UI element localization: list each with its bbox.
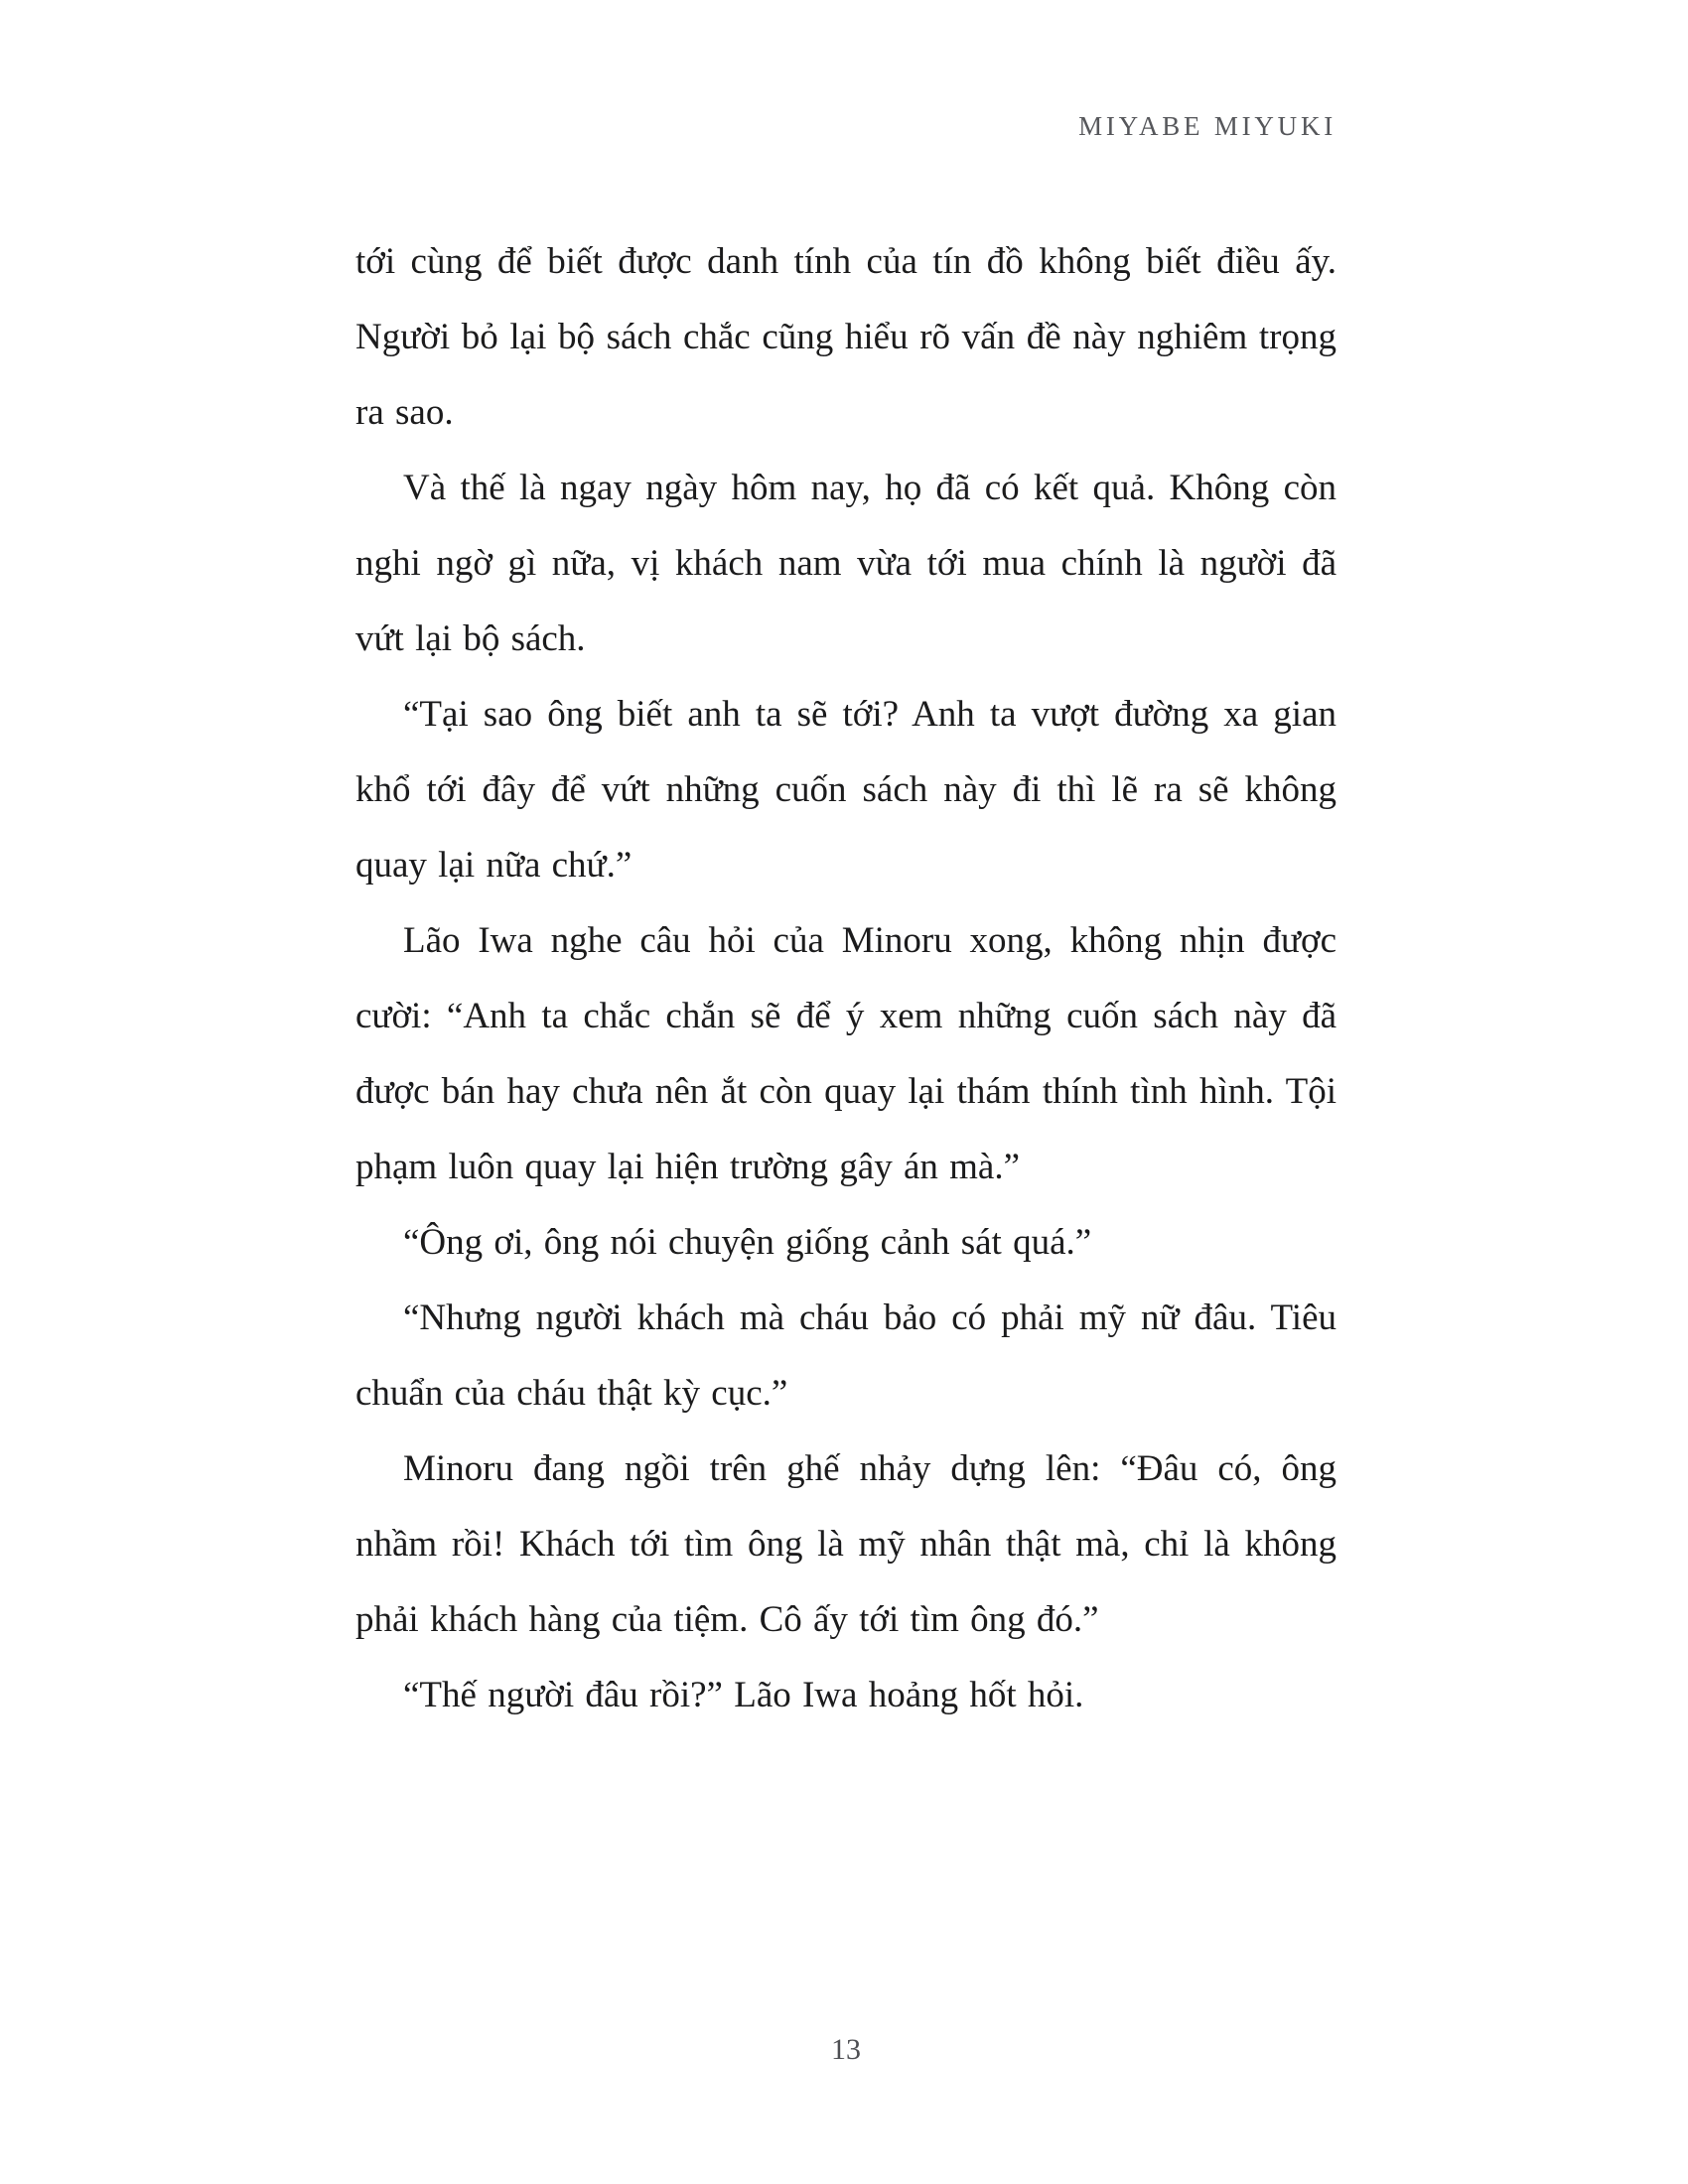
paragraph: Và thế là ngay ngày hôm nay, họ đã có kết quả. Không còn nghi ngờ gì nữa, vị khách nam vừa tới mua chính là người đã vứt lại bộ sách. <box>355 468 1336 659</box>
paragraph: “Ông ơi, ông nói chuyện giống cảnh sát quá.” <box>403 1222 1092 1263</box>
paragraph: “Nhưng người khách mà cháu bảo có phải mỹ nữ đâu. Tiêu chuẩn của cháu thật kỳ cục.” <box>355 1297 1336 1414</box>
running-header: MIYABE MIYUKI <box>1078 111 1336 141</box>
paragraph: Minoru đang ngồi trên ghế nhảy dựng lên: “Đâu có, ông nhầm rồi! Khách tới tìm ông là mỹ nhân thật mà, chỉ là không phải khách hàng của tiệm. Cô ấy tới tìm ông đó.” <box>355 1448 1336 1640</box>
paragraph: Lão Iwa nghe câu hỏi của Minoru xong, không nhịn được cười: “Anh ta chắc chắn sẽ để ý xem những cuốn sách này đã được bán hay chưa nên ắt còn quay lại thám thính tình hình. Tội phạm luôn quay lại hiện trường gây án mà.” <box>355 920 1336 1187</box>
paragraph: tới cùng để biết được danh tính của tín đồ không biết điều ấy. Người bỏ lại bộ sách chắc cũng hiểu rõ vấn đề này nghiêm trọng ra sao. <box>355 241 1336 433</box>
page-number: 13 <box>831 2033 861 2066</box>
paragraph: “Tại sao ông biết anh ta sẽ tới? Anh ta vượt đường xa gian khổ tới đây để vứt những cuốn sách này đi thì lẽ ra sẽ không quay lại nữa chứ.” <box>355 694 1336 886</box>
body-text <box>355 224 1336 1733</box>
paragraph: “Thế người đâu rồi?” Lão Iwa hoảng hốt hỏi. <box>403 1675 1084 1715</box>
